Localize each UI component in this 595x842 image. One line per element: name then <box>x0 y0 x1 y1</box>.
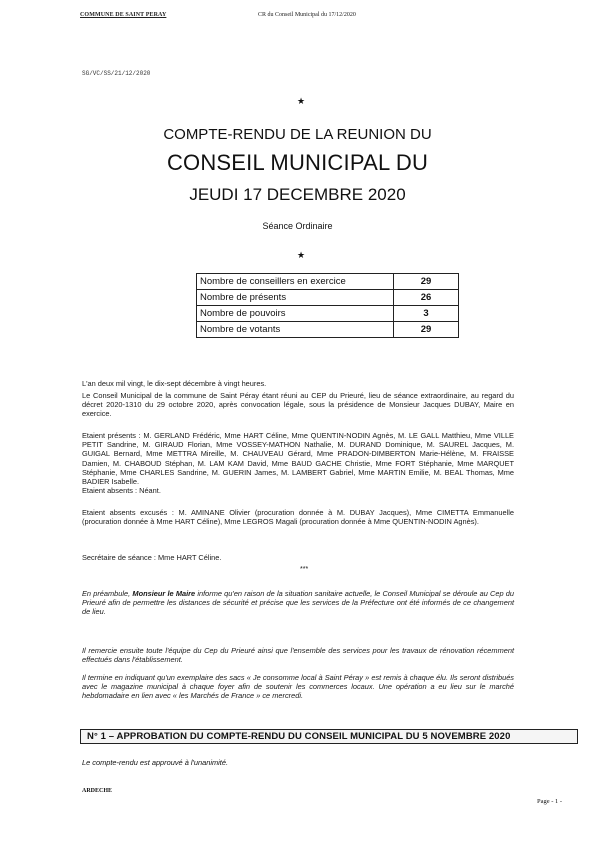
table-cell-label: Nombre de conseillers en exercice <box>197 274 394 290</box>
meeting-location-paragraph: Le Conseil Municipal de la commune de Saint Péray étant réuni au CEP du Prieuré, lieu de séance extraordinaire, au regard du décret 2020-1310 du 29 octobre 2020, après convocation légale, sous la présidence de Monsieur Jacques DUBAY, Maire en exercice. <box>82 391 514 419</box>
section-separator: *** <box>300 566 309 573</box>
table-cell-value: 29 <box>394 322 459 338</box>
header-document-title: CR du Conseil Municipal du 17/12/2020 <box>258 12 356 18</box>
page-number: Page - 1 - <box>537 798 563 805</box>
title-line-2: CONSEIL MUNICIPAL DU <box>166 150 429 175</box>
preamble-intro-rest: informe qu'en raison de la situation sanitaire actuelle, le Conseil Municipal se déroule au Cep du Prieuré afin de permettre les distances de sécurité et précise que les services de la Préfecture ont été informés de ce changement de lieu. <box>82 589 514 617</box>
session-secretary-paragraph: Secrétaire de séance : Mme HART Céline. <box>82 553 222 562</box>
preamble-intro-lead: En préambule, <box>82 589 133 598</box>
table-cell-label: Nombre de votants <box>197 322 394 338</box>
table-row <box>197 306 459 322</box>
title-line-1: COMPTE-RENDU DE LA REUNION DU <box>163 126 432 143</box>
opening-date-paragraph: L'an deux mil vingt, le dix-sept décembre à vingt heures. <box>82 379 267 388</box>
preamble-speaker: Monsieur le Maire <box>132 589 196 598</box>
present-members-paragraph: Etaient présents : M. GERLAND Frédéric, Mme HART Céline, Mme QUENTIN-NODIN Agnès, M. LE GALL Matthieu, Mme VILLE PETIT Sandrine, M. GIRAUD Florian, Mme VOSSEY-MATHON Nathalie, M. DURAND Dominique, M. SAUREL Jacques, M. GUIGAL Bernard, Mme METTRA Mireille, M. CHAUVEAU Gérard, Mme PRADON-DIMBERTON Marie-Hélène, M. FRAISSE Damien, M. CHABOUD Stéphan, M. LAM KAM David, Mme BAUD GACHE Christie, Mme FORT Stéphanie, Mme MARQUET Stéphanie, Mme CHARLES Sandrine, M. GUERIN James, M. LAMBERT Gabriel, Mme MARTIN Emilie, M. BEAL Thomas, Mme BADIER Isabelle. <box>82 431 514 487</box>
agenda-item-1-title: N° 1 – APPROBATION DU COMPTE-RENDU DU CONSEIL MUNICIPAL DU 5 NOVEMBRE 2020 <box>87 731 511 742</box>
session-type: Séance Ordinaire <box>262 221 333 231</box>
table-row <box>197 274 459 290</box>
star-ornament-icon: ★ <box>297 96 306 106</box>
title-date: JEUDI 17 DECEMBRE 2020 <box>189 185 406 204</box>
document-reference: SG/VC/SS/21/12/2020 <box>82 70 151 77</box>
attendance-table <box>196 273 459 338</box>
table-cell-label: Nombre de présents <box>197 290 394 306</box>
table-cell-value: 26 <box>394 290 459 306</box>
header-commune: COMMUNE DE SAINT PERAY <box>80 12 167 18</box>
table-cell-label: Nombre de pouvoirs <box>197 306 394 322</box>
agenda-item-1-heading <box>80 729 578 744</box>
table-row <box>197 322 459 338</box>
star-ornament-icon: ★ <box>297 250 306 260</box>
absent-members-paragraph: Etaient absents : Néant. <box>82 486 161 495</box>
agenda-item-1-result: Le compte-rendu est approuvé à l'unanimité. <box>82 758 229 767</box>
preamble-closing-paragraph: Il termine en indiquant qu'un exemplaire des sacs « Je consomme local à Saint Péray » est remis à chaque élu. Ils seront distribués avec le magazine municipal à chaque foyer afin de soutenir les commerces locaux. Une opération a eu lieu sur le marché hebdomadaire en lien avec « les Marchés de France » ce mercredi. <box>82 673 514 701</box>
footer-department: ARDECHE <box>82 788 113 794</box>
table-cell-value: 3 <box>394 306 459 322</box>
table-cell-value: 29 <box>394 274 459 290</box>
table-row <box>197 290 459 306</box>
excused-members-paragraph: Etaient absents excusés : M. AMINANE Olivier (procuration donnée à M. DUBAY Jacques), Mme CIMETTA Emmanuelle (procuration donnée à Mme HART Céline), Mme LEGROS Magali (procuration donnée à Mme QUENTIN-NODIN Agnès). <box>82 508 514 527</box>
preamble-intro-paragraph <box>82 589 514 617</box>
preamble-thanks-paragraph: Il remercie ensuite toute l'équipe du Cep du Prieuré ainsi que l'ensemble des services pour les travaux de rénovation récemment effectués dans l'établissement. <box>82 646 514 665</box>
